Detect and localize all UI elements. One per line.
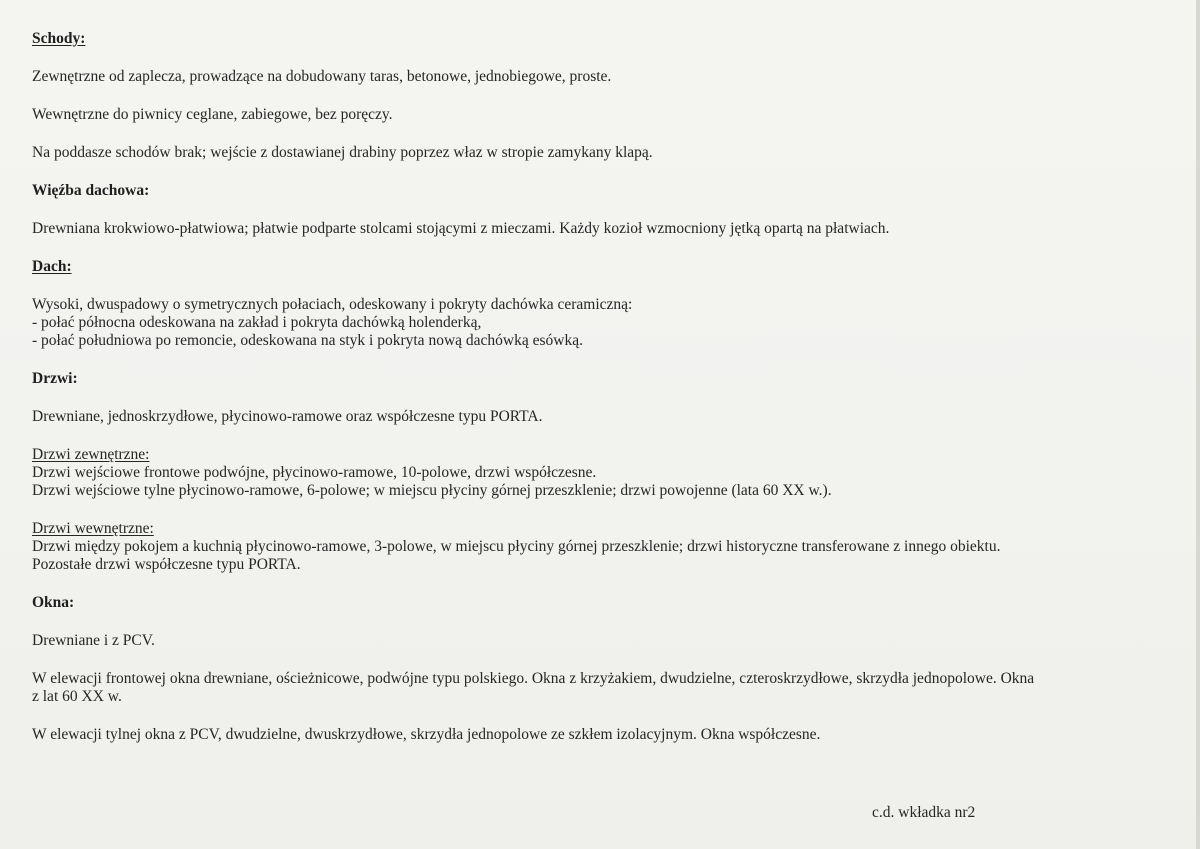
subheading-drzwi-zewnetrzne: Drzwi zewnętrzne:: [32, 446, 150, 463]
heading-schody: Schody:: [32, 30, 86, 47]
okna-paragraph-3: W elewacji tylnej okna z PCV, dwudzielne, dwuskrzydłowe, skrzydła jednopolowe ze szkłem izolacyjnym. Okna współczesne.: [32, 726, 821, 743]
dach-line-1: Wysoki, dwuspadowy o symetrycznych połaciach, odeskowany i pokryty dachówka ceramiczną:: [32, 296, 633, 313]
heading-wiezba-dachowa: Więźba dachowa:: [32, 182, 150, 199]
okna-paragraph-2-line-1: W elewacji frontowej okna drewniane, ościeżnicowe, podwójne typu polskiego. Okna z krzyżakiem, dwudzielne, czteroskrzydłowe, skrzydła jednopolowe. Okna: [32, 670, 1035, 687]
drzwi-zewnetrzne-line-2: Drzwi wejściowe tylne płycinowo-ramowe, 6-polowe; w miejscu płyciny górnej przeszklenie; drzwi powojenne (lata 60 XX w.).: [32, 482, 832, 499]
okna-paragraph-1: Drewniane i z PCV.: [32, 632, 155, 649]
heading-drzwi: Drzwi:: [32, 370, 78, 387]
schody-paragraph-3: Na poddasze schodów brak; wejście z dostawianej drabiny poprzez właz w stropie zamykany klapą.: [32, 144, 653, 161]
heading-dach: Dach:: [32, 258, 72, 275]
dach-line-3: - połać południowa po remoncie, odeskowana na styk i pokryta nową dachówką esówką.: [32, 332, 583, 349]
page-edge: [1196, 0, 1200, 849]
dach-line-2: - połać północna odeskowana na zakład i pokryta dachówką holenderką,: [32, 314, 482, 331]
drzwi-zewnetrzne-line-1: Drzwi wejściowe frontowe podwójne, płycinowo-ramowe, 10-polowe, drzwi współczesne.: [32, 464, 597, 481]
continuation-note: c.d. wkładka nr2: [872, 804, 976, 821]
document-body: [32, 30, 1182, 744]
drzwi-paragraph: Drewniane, jednoskrzydłowe, płycinowo-ramowe oraz współczesne typu PORTA.: [32, 408, 543, 425]
okna-paragraph-2-line-2: z lat 60 XX w.: [32, 688, 122, 705]
wiezba-paragraph: Drewniana krokwiowo-płatwiowa; płatwie podparte stolcami stojącymi z mieczami. Każdy kozioł wzmocniony jętką opartą na płatwiach.: [32, 220, 890, 237]
schody-paragraph-1: Zewnętrzne od zaplecza, prowadzące na dobudowany taras, betonowe, jednobiegowe, proste.: [32, 68, 612, 85]
subheading-drzwi-wewnetrzne: Drzwi wewnętrzne:: [32, 520, 154, 537]
drzwi-wewnetrzne-line-1: Drzwi między pokojem a kuchnią płycinowo-ramowe, 3-polowe, w miejscu płyciny górnej przeszklenie; drzwi historyczne transferowane z innego obiektu.: [32, 538, 1001, 555]
schody-paragraph-2: Wewnętrzne do piwnicy ceglane, zabiegowe, bez poręczy.: [32, 106, 393, 123]
drzwi-wewnetrzne-line-2: Pozostałe drzwi współczesne typu PORTA.: [32, 556, 301, 573]
heading-okna: Okna:: [32, 594, 75, 611]
